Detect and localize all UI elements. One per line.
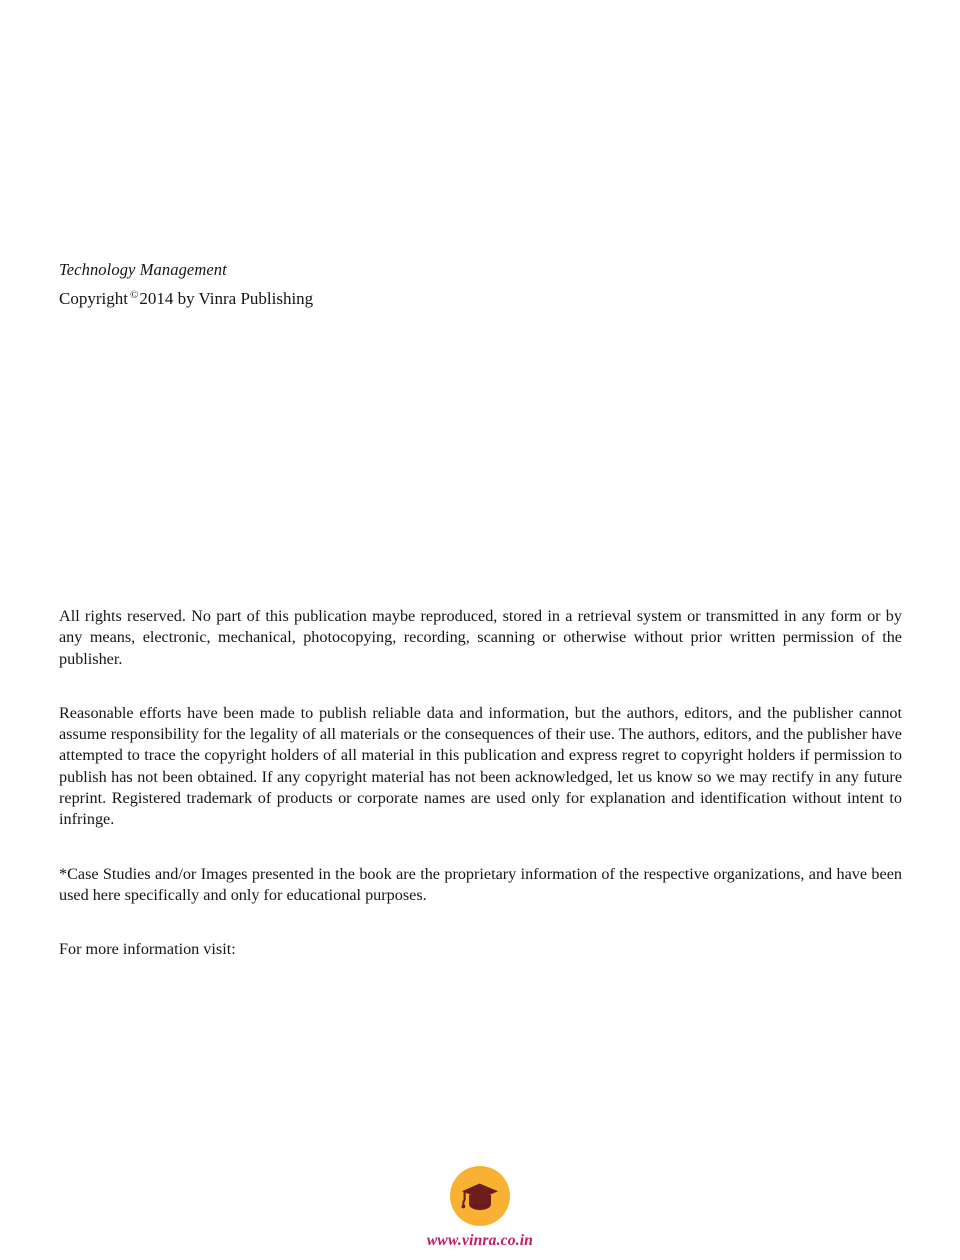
logo-wordmark: vinra — [473, 1202, 487, 1210]
copyright-line — [59, 281, 904, 311]
rights-reserved-paragraph: All rights reserved. No part of this publication maybe reproduced, stored in a retrieval system or transmitted in any form or by any means, electronic, mechanical, photocopying, recording, scanning or otherwise without prior written permission of the publisher. — [59, 607, 902, 668]
more-information-line: For more information visit: — [59, 940, 236, 959]
copyright-prefix: Copyright — [59, 289, 128, 308]
case-studies-paragraph: *Case Studies and/or Images presented in the book are the proprietary information of the respective organizations, and have been used here specifically and only for educational purposes. — [59, 864, 902, 904]
title-block — [59, 259, 904, 311]
website-url[interactable]: www.vinra.co.in — [426, 1232, 534, 1249]
footer-branding — [0, 1166, 960, 1249]
graduation-cap-icon — [450, 1166, 510, 1226]
copyright-suffix: 2014 by Vinra Publishing — [139, 289, 314, 308]
legal-text-block — [59, 606, 902, 961]
book-title: Technology Management — [59, 260, 227, 279]
vinra-logo-badge — [450, 1166, 510, 1226]
disclaimer-paragraph: Reasonable efforts have been made to publish reliable data and information, but the authors, editors, and the publisher cannot assume responsibility for the legality of all materials or the consequences of their use. The authors, editors, and the publisher have attempted to trace the copyright holders of all material in this publication and express regret to copyright holders if permission to publish has not been obtained. If any copyright material has not been acknowledged, let us know so we may rectify in any future reprint. Registered trademark of products or corporate names are used only for explanation and identification without intent to infringe. — [59, 703, 902, 829]
copyright-symbol: © — [129, 289, 139, 301]
